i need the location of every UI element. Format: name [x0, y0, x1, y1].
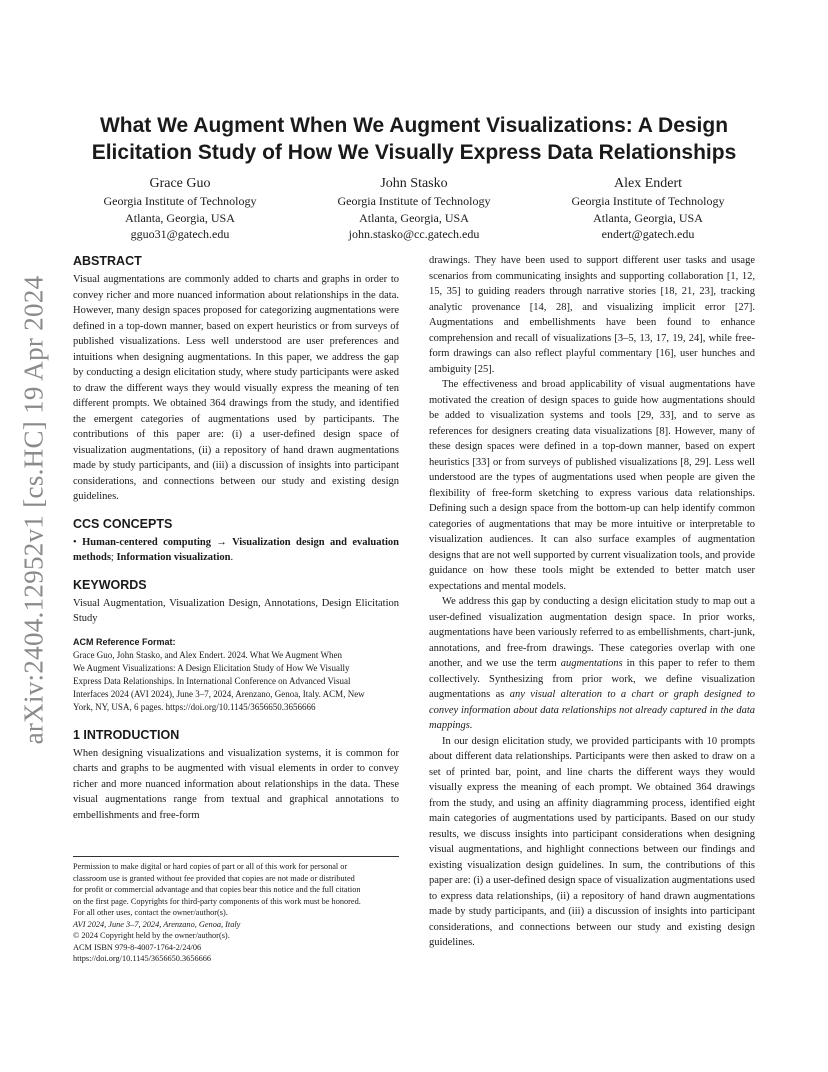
emphasis-term: augmentations — [560, 658, 623, 669]
footnote-line: on the first page. Copyrights for third-party components of this work must be honored. — [73, 896, 361, 906]
keywords-heading: KEYWORDS — [73, 577, 147, 592]
author-location: Atlanta, Georgia, USA — [125, 210, 235, 225]
acm-ref-line: Express Data Relationships. In International Conference on Advanced Visual — [73, 675, 351, 686]
author-affiliation: Georgia Institute of Technology — [103, 194, 257, 208]
intro-paragraph: The effectiveness and broad applicability of visual augmentations have motivated the creation of design spaces to guide how augmentations should be added to visualization systems and tools [29, 33], and to serve as references for designers creating data visualizations [8]. However, many of these design spaces were defined in a top-down manner, based on expert heuristics [33] or from surveys of published visualizations [8, 29]. Less well understood are the types of augmentations used when people are given the flexibility of free-form sketching to express various data relationships. Defining such a design space from the bottom-up can help identify common categories of augmentations that may be more intuitive or interpretable to visualization audiences. It can also surface examples of augmentation designs that are not well supported by current visualization tools, and provide guidance on how these tools might be extended to better match user expectations and mental models. — [429, 379, 756, 592]
footnote-copyright: © 2024 Copyright held by the owner/author(s). — [73, 931, 230, 940]
footnote-isbn: ACM ISBN 979-8-4007-1764-2/24/06 — [73, 942, 202, 952]
footnote-doi: https://doi.org/10.1145/3656650.3656666 — [73, 954, 212, 963]
intro-heading: 1 INTRODUCTION — [73, 727, 180, 742]
keywords-text: Visual Augmentation, Visualization Design, Annotations, Design Elicitation Study — [73, 597, 399, 624]
acm-ref-text — [73, 649, 399, 715]
acm-ref-line: Grace Guo, John Stasko, and Alex Endert. 2024. What We Augment When — [73, 649, 342, 660]
acm-ref-line: We Augment Visualizations: A Design Elicitation Study of How We Visually — [73, 662, 350, 673]
footnote-line: For all other uses, contact the owner/author(s). — [73, 908, 228, 917]
author-name: Alex Endert — [613, 176, 683, 191]
footnote-line: Permission to make digital or hard copies of part or all of this work for personal or — [73, 862, 348, 871]
author-location: Atlanta, Georgia, USA — [359, 210, 469, 225]
intro-paragraph: When designing visualizations and visualization systems, it is common for charts and graphs to be augmented with visual elements in order to convey richer and more nuanced information about relationships in the data. These visual augmentations range from textual and graphical annotations to embellishments and free-form — [73, 747, 399, 821]
right-column — [429, 253, 755, 951]
footnote-venue: AVI 2024, June 3–7, 2024, Arenzano, Genoa, Italy — [73, 919, 241, 929]
author-1 — [60, 175, 300, 243]
author-block — [60, 175, 768, 245]
text-span: We address this gap by conducting a design elicitation study to map out a user-defined visualization augmentation design space. In prior works, augmentations have been variously referred to as embellishments, chart-junk, annotations, and free-from drawings. These categories overlap with one another, and we use the term — [429, 596, 755, 669]
ccs-separator: ; — [110, 552, 117, 563]
ccs-concept-2: Information visualization — [116, 552, 231, 563]
intro-paragraph — [429, 594, 755, 734]
intro-paragraph: drawings. They have been used to support different user tasks and usage scenarios from communicating insights and supporting collaboration [1, 12, 15, 35] to guiding readers through narrative stories [18, 21, 23], tracking analytic provenance [14, 28], and visualizing implicit error [27]. Augmentations and embellishments have been found to enhance comprehension and recall of visualizations [3–5, 13, 17, 19, 24], while free-form drawings can also reflect playful commentary [16], user hunches and ambiguity [25]. — [429, 255, 755, 375]
acm-ref-line: York, NY, USA, 6 pages. https://doi.org/10.1145/3656650.3656666 — [73, 702, 316, 713]
ccs-concept-1: Human-centered computing → Visualization design and evaluation methods — [73, 536, 399, 563]
footnote-line: classroom use is granted without fee provided that copies are not made or distributed — [73, 873, 355, 883]
text-span: in this paper to refer to them collectively. Synthesizing from prior work, we define visualization augmentations as — [429, 658, 755, 700]
copyright-footnote — [73, 856, 399, 965]
author-location: Atlanta, Georgia, USA — [593, 210, 703, 225]
intro-paragraph: In our design elicitation study, we provided participants with 10 prompts about different data relationships. Participants were then asked to draw on a set of printed bar, point, and line charts the different ways they would visually express the meaning of each prompt. We obtained 364 drawings from the study, and using an affinity diagramming process, identified eight main categories of augmentations used by participants. Based on our study results, we discuss insights into participant considerations when designing visual augmentations, and highlight connections between our findings and existing visualization design guidelines. In sum, the contributions of this paper are: (i) a user-defined design space of visualization augmentations used to express data relationships, (ii) a repository of hand drawn augmentations made by study participants, and (iii) a discussion of insights into participant considerations, and connections between our study and existing design guidelines. — [429, 735, 755, 948]
ccs-heading: CCS CONCEPTS — [73, 516, 173, 531]
author-email: endert@gatech.edu — [601, 227, 695, 241]
ccs-text — [73, 535, 399, 566]
author-2 — [294, 175, 534, 243]
title-line-2: Elicitation Study of How We Visually Express Data Relationships — [91, 141, 737, 164]
footnote-line: for profit or commercial advantage and that copies bear this notice and the full citation — [73, 885, 361, 894]
arxiv-identifier: arXiv:2404.12952v1 [cs.HC] 19 Apr 2024 — [18, 275, 49, 745]
author-affiliation: Georgia Institute of Technology — [337, 194, 491, 208]
author-email: gguo31@gatech.edu — [130, 227, 230, 241]
title-line-1: What We Augment When We Augment Visualizations: A Design — [99, 114, 729, 137]
left-column — [73, 253, 399, 823]
author-name: John Stasko — [380, 176, 448, 191]
ccs-bullet: • — [73, 536, 77, 548]
abstract-text: Visual augmentations are commonly added to charts and graphs in order to convey richer and more nuanced information about relationships in the data. However, many design spaces proposed for categorizing augmentations were defined in a top-down manner, based on expert heuristics or from surveys of published visualizations. Less well understood are user preferences and intuitions when designing augmentations. In this paper, we address the gap by conducting a design elicitation study, where study participants were asked to draw the different ways they would visually express the meaning of ten different prompts. We obtained 364 drawings from the study, and identified the emergent categories of augmentations used by participants. The contributions of this paper are: (i) a user-defined design space of visualization augmentations, (ii) a repository of hand drawn augmentations made by study participants, and (iii) a discussion of insights into participant considerations, and connections between our study and existing design guidelines. — [73, 274, 399, 502]
acm-ref-line: Interfaces 2024 (AVI 2024), June 3–7, 2024, Arenzano, Genoa, Italy. ACM, New — [73, 689, 365, 700]
acm-ref-heading: ACM Reference Format: — [73, 636, 176, 647]
abstract-heading: ABSTRACT — [73, 254, 142, 268]
paper-title — [60, 112, 768, 166]
author-email: john.stasko@cc.gatech.edu — [348, 227, 480, 241]
ccs-end: . — [230, 552, 234, 563]
author-name: Grace Guo — [149, 176, 211, 191]
author-affiliation: Georgia Institute of Technology — [571, 194, 725, 208]
definition-text: any visual alteration to a chart or graph designed to convey information about data relationships not already captured in the data mappings. — [429, 689, 755, 731]
author-3 — [528, 175, 768, 243]
